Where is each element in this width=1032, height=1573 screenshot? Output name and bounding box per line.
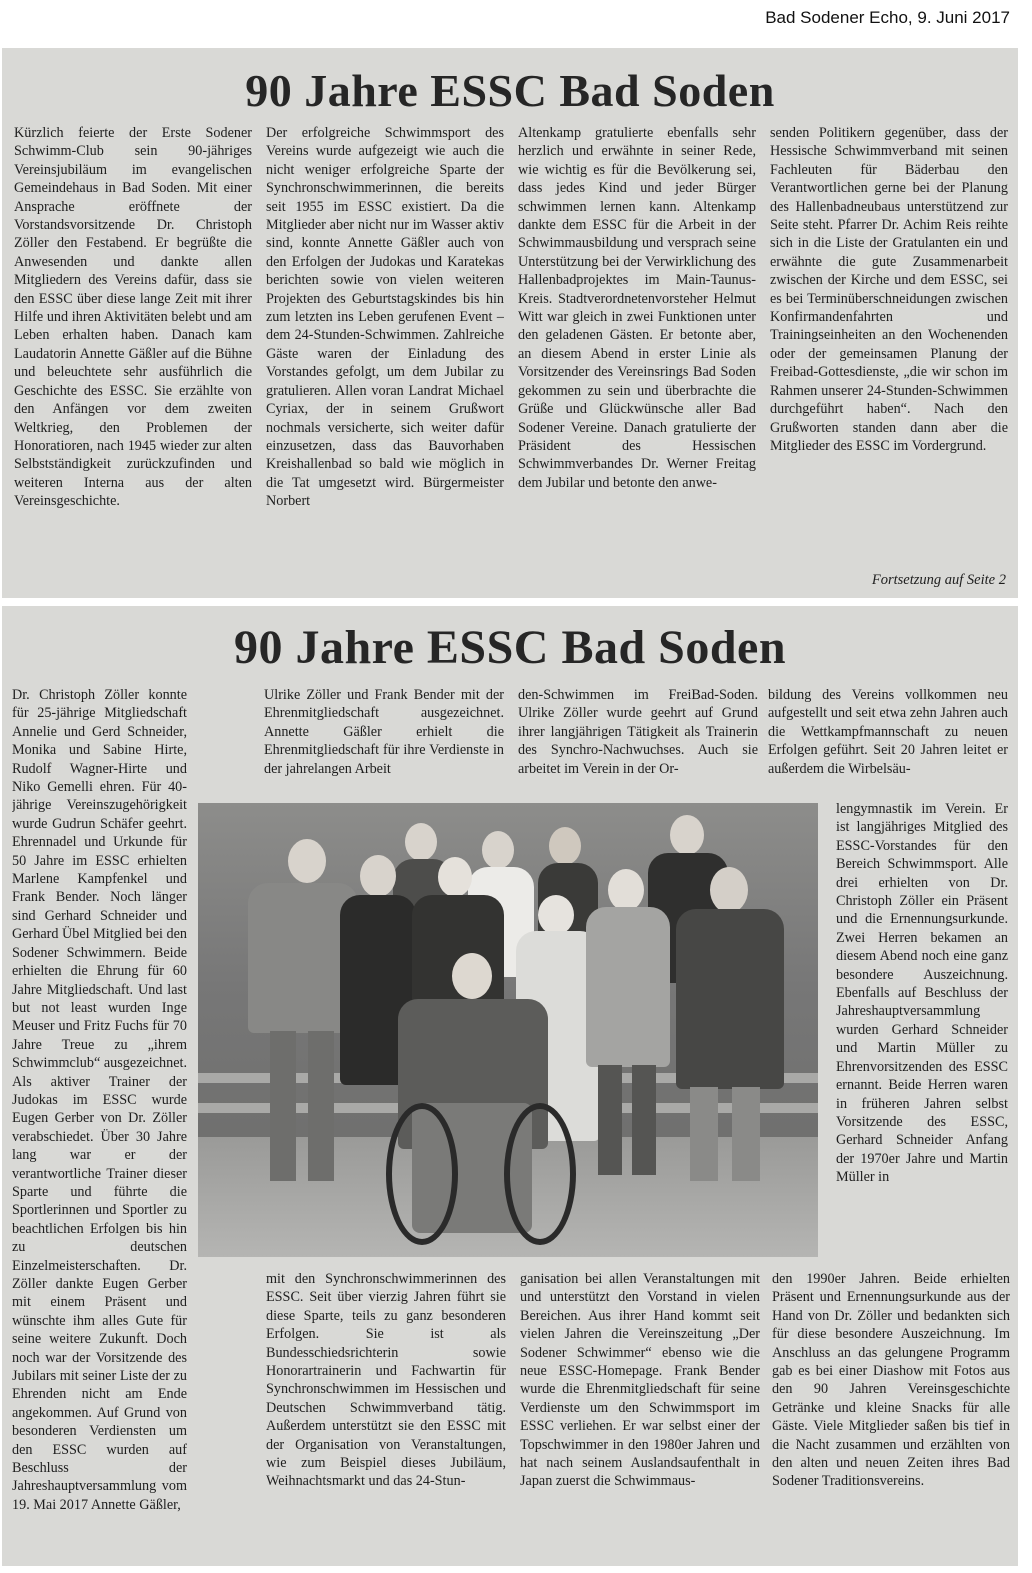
article-column-2-bottom: mit den Synchronschwimmerinnen des ESSC. Seit über vierzig Jahren führt sie diese Sparte, teils zu ganz besonderen Erfolgen. Sie ist als Bundesschiedsrichterin sowie Honorartrainerin und Fachwartin für Synchronschwimmen im Hessischen und Deutschen Schwimmverband tätig. Außerdem unterstützt sie den ESSC mit der Organisation von Veranstaltungen, wie zum Beispiel dieses Jubiläum, Weihnachtsmarkt und das 24-Stun- (266, 1271, 506, 1490)
article-column-4-top: bildung des Vereins vollkommen neu aufgestellt und seit etwa zehn Jahren auch die Wettkampfmannschaft zu neuen Erfolgen geführt. Seit 20 Jahren leitet er außerdem die Wirbelsäu- (768, 687, 1008, 777)
headline: 90 Jahre ESSC Bad Soden (233, 621, 787, 674)
article-column-3-top: den-Schwimmen im FreiBad-Soden. Ulrike Zöller wurde geehrt auf Grund ihrer langjährigen Tätigkeit als Trainerin des Synchro-Nachwuchses. Auch sie arbeitet im Verein in der Or- (518, 687, 758, 777)
group-photo (198, 803, 818, 1257)
continuation-note: Fortsetzung auf Seite 2 (871, 572, 1006, 588)
article-column-4-side: lengymnastik im Verein. Er ist langjähriges Mitglied des ESSC-Vorstandes für den Bereich Schwimmsport. Alle drei erhielten von Dr. Christoph Zöller ein Präsent und die Ernennungsurkunde. Zwei Herren bekamen an diesem Abend noch eine ganz besondere Auszeichnung. Ebenfalls auf Beschluss der Jahreshauptversammlung wurden Gerhard Schneider und Martin Müller zu Ehrenvorsitzenden des ESSC ernannt. Beide Herren waren in früheren Jahren selbst Vorsitzende des ESSC, Gerhard Schneider Anfang der 1970er Jahre und Martin Müller in (836, 801, 1008, 1186)
article-clipping-2 (2, 606, 1018, 1566)
newspaper-source-caption: Bad Sodener Echo, 9. Juni 2017 (765, 8, 1010, 27)
headline: 90 Jahre ESSC Bad Soden (245, 65, 775, 116)
article-column-3-bottom: ganisation bei allen Veranstaltungen mit und unterstützt den Vorstand in vielen Bereichen. Aus ihrer Hand kommt seit vielen Jahren die Vereinszeitung „Der Sodener Schwimmer“ ebenso wie die neue ESSC-Homepage. Frank Bender wurde die Ehrenmitgliedschaft für seine Verdienste um den Schwimmsport im ESSC verliehen. Er war selbst einer der Topschwimmer in den 1980er Jahren und hat nach seinem Auslandsaufenthalt in Japan zuerst die Schwimmaus- (520, 1271, 760, 1490)
article-clipping-1 (2, 48, 1018, 598)
article-column-4: senden Politikern gegenüber, dass der Hessische Schwimmverband mit seinen Fachleuten für Bäderbau den Verantwortlichen gerne bei der Planung des Hallenbadneubaus unterstützend zur Seite steht. Pfarrer Dr. Achim Reis reihte sich in die Liste der Gratulanten ein und erwähnte die gute Zusammenarbeit zwischen der Kirche und dem ESSC, sei es bei Terminüberschneidungen zwischen Konfirmandenfahrten und Trainingseinheiten an den Wochenenden oder der gemeinsamen Planung der Freibad-Gottesdienste, „die wir schon im Rahmen unserer 24-Stunden-Schwimmen durchgeführt haben“. Nach den Grußworten standen dann aber die Mitglieder des ESSC im Vordergrund. (770, 125, 1008, 454)
article-column-3: Altenkamp gratulierte ebenfalls sehr herzlich und erwähnte in seiner Rede, wie wichtig es für die Bevölkerung sei, dass jedes Kind und jeder Bürger schwimmen lernen kann. Altenkamp dankte dem ESSC für die Arbeit in der Schwimmausbildung und versprach seine Unterstützung bei der Verwirklichung des Hallenbadprojektes im Main-Taunus-Kreis. Stadtverordnetenvorsteher Helmut Witt war gleich in zwei Funktionen unter den geladenen Gästen. Er betonte aber, an diesem Abend in erster Linie als Vorsitzender des Vereinsrings Bad Soden gekommen zu sein und überbrachte die Grüße und Glückwünsche aller Bad Sodener Vereine. Danach gratulierte der Präsident des Hessischen Schwimmverbandes Dr. Werner Freitag dem Jubilar und betonte den anwe- (518, 125, 756, 491)
article-column-1: Kürzlich feierte der Erste Sodener Schwimm-Club sein 90-jähriges Vereinsjubiläum im evangelischen Gemeindehaus in Bad Soden. Mit einer Ansprache eröffnete der Vorstandsvorsitzende Dr. Christoph Zöller den Festabend. Er begrüßte die Anwesenden und dankte allen Mitgliedern des Vereins dafür, dass sie den ESSC über diese lange Zeit mit ihrer Hilfe und ihren Aktivitäten belebt und am Leben erhalten haben. Danach kam Laudatorin Annette Gäßler auf die Bühne und beleuchtete sehr ausführlich die Geschichte des ESSC. Sie erzählte von den Anfängen vor dem zweiten Weltkrieg, den Problemen der Honoratioren, nach 1945 wieder zur alten Selbstständigkeit zurückzufinden und weiteren Interna aus der alten Vereinsgeschichte. (14, 125, 252, 510)
article-column-2-top: Ulrike Zöller und Frank Bender mit der Ehrenmitgliedschaft ausgezeichnet. Annette Gäßler erhielt die Ehrenmitgliedschaft für ihre Verdienste in der jahrelangen Arbeit (264, 687, 504, 777)
article-column-1: Dr. Christoph Zöller konnte für 25-jährige Mitgliedschaft Annelie und Gerd Schneider, Monika und Sabine Hirte, Rudolf Wagner-Hirte und Niko Gemelli ehren. Für 40-jährige Vereinszugehörigkeit wurde Gudrun Schäfer geehrt. Ehrennadel und Urkunde für 50 Jahre im ESSC erhielten Marlene Kampfenkel und Frank Bender. Noch länger sind Gerhard Schneider und Gerhard Übel Mitglied bei den Sodener Schwimmern. Beide erhielten die Ehrung für 60 Jahre Mitgliedschaft. Und last but not least wurden Inge Meuser und Fritz Fuchs für 70 Jahre Treue zu „ihrem Schwimmclub“ ausgezeichnet. Als aktiver Trainer der Judokas im ESSC wurde Eugen Gerber von Dr. Zöller verabschiedet. Über 30 Jahre lang war er der verantwortliche Trainer dieser Sparte und führte die Sportlerinnen und Sportler zu beachtlichen Erfolgen bis hin zu deutschen Einzelmeisterschaften. Dr. Zöller dankte Eugen Gerber mit einem Präsent und wünschte ihm alles Gute für seine weitere Zukunft. Doch noch war der Vorsitzende des Jubilars mit seiner Liste der zu Ehrenden nicht am Ende angekommen. Auf Grund von besonderen Verdiensten um den ESSC wurden auf Beschluss der Jahreshauptversammlung vom 19. Mai 2017 Annette Gäßler, (12, 687, 187, 1513)
wheelchair-wheel (386, 1103, 458, 1245)
article-column-2: Der erfolgreiche Schwimmsport des Vereins wurde aufgezeigt wie auch die nicht weniger erfolgreiche Sparte der Synchronschwimmerinnen, die bereits seit 1955 im ESSC existiert. Da die Mitglieder aber nicht nur im Wasser aktiv sind, konnte Annette Gäßler auch von den Erfolgen der Judokas und Karatekas berichten sowie von vielen weiteren Projekten des Geburtstagskindes bis hin zum letzten ins Leben gerufenen Event – dem 24-Stunden-Schwimmen. Zahlreiche Gäste waren der Einladung des Vorstandes gefolgt, um dem Jubilar zu gratulieren. Allen voran Landrat Michael Cyriax, der in seinem Grußwort nochmals versicherte, sich weiter dafür einzusetzen, dass das Bauvorhaben Kreishallenbad so bald wie möglich in die Tat umgesetzt wird. Bürgermeister Norbert (266, 125, 504, 510)
article-column-4-bottom: den 1990er Jahren. Beide erhielten Präsent und Ernennungsurkunde aus der Hand von Dr. Zöller und bedankten sich für diese besondere Auszeichnung. Im Anschluss an das gelungene Programm gab es bei einer Diashow mit Fotos aus den 90 Jahren Vereinsgeschichte Getränke und kleine Snacks für alle Gäste. Viele Mitglieder saßen bis tief in die Nacht zusammen und erzählten von den alten und neuen Zeiten ihres Bad Sodener Traditionsvereins. (772, 1271, 1010, 1490)
wheelchair-wheel (504, 1103, 576, 1245)
